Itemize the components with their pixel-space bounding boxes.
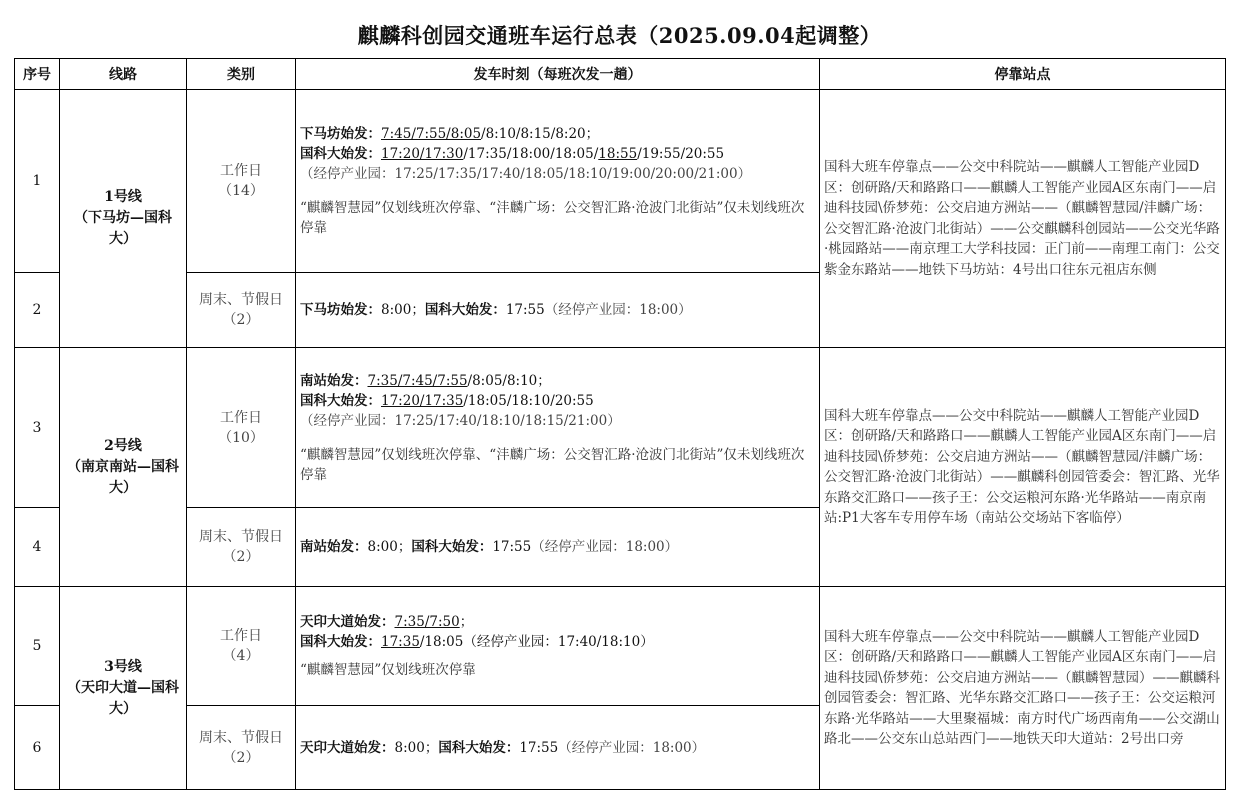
origin-label: 国科大始发： [411,539,493,555]
line-route: （天印大道—国科大） [67,679,179,717]
times: 8:00； [367,539,412,555]
line-name-cell [60,348,187,587]
page-title: 麒麟科创园交通班车运行总表（2025.09.04起调整） [357,23,882,48]
row-number: 5 [15,587,60,706]
origin-label: 国科大始发： [300,392,381,409]
header-no: 序号 [15,59,60,90]
category-cell [187,587,296,706]
departure-times-cell [296,587,820,706]
marked-times: 7:35/7:45/7:55 [367,372,468,389]
origin-label: 国科大始发： [424,302,506,318]
times: /19:55/20:55 [637,146,725,162]
line-route: （南京南站—国科大） [67,458,179,496]
times: 17:55 [519,739,559,756]
via-park-times: （经停产业园：18:00） [544,302,692,318]
origin-label: 国科大始发： [438,739,520,756]
origin-label: 下马坊始发： [300,126,381,142]
via-park-times: （经停产业园：18:00） [531,539,679,555]
marked-times: 17:20/17:30 [381,146,464,162]
marked-times: 18:55 [598,146,638,162]
origin-label: 天印大道始发： [300,739,395,756]
header-stops: 停靠站点 [820,59,1226,90]
via-park-times: （经停产业园：17:25/17:35/17:40/18:05/18:10/19:00/20:00/21:00） [300,166,752,182]
line-name: 3号线 [104,658,142,675]
line-name: 1号线 [104,189,142,205]
times: /8:10/8:15/8:20； [481,126,600,142]
row-number: 1 [15,90,60,273]
trip-count: （2） [222,312,260,328]
row-number: 3 [15,348,60,508]
table-row [15,90,1226,273]
line-name-cell [60,587,187,790]
origin-label: 国科大始发： [300,146,381,162]
stops-cell: 国科大班车停靠点——公交中科院站——麒麟人工智能产业园D区：创研路/天和路路口——麒麟人工智能产业园A区东南门——启迪科技园\侨梦苑：公交启迪方洲站——（麒麟智慧园/沣麟广场：公交智汇路·沧波门北街站）——麒麟科创园管委会：智汇路、光华东路交汇路口——孩子王：公交运粮河东路·光华路站——南京南站:P1大客车专用停车场（南站公交场站下客临停） [820,348,1226,587]
shuttle-schedule-table [14,58,1226,790]
category-label: 工作日 [220,409,262,426]
trip-count: （4） [222,648,260,664]
times: /18:05/18:10/20:55 [463,392,594,409]
header-line: 线路 [60,59,187,90]
category-cell [187,706,296,790]
stops-cell: 国科大班车停靠点——公交中科院站——麒麟人工智能产业园D区：创研路/天和路路口——麒麟人工智能产业园A区东南门——启迪科技园\侨梦苑：公交启迪方洲站——（麒麟智慧园/沣麟广场：公交智汇路·沧波门北街站）——公交麒麟科创园站——公交光华路·桃园路站——南京理工大学科技园：正门前——南理工南门：公交紫金东路站——地铁下马坊站：4号出口往东元祖店东侧 [820,90,1226,348]
via-park-times: （经停产业园：18:00） [558,739,706,756]
stop-note: “麒麟智慧园”仅划线班次停靠 [300,662,476,678]
marked-times: 7:45/7:55/8:05 [381,126,482,142]
row-number: 2 [15,273,60,348]
trip-count: （10） [218,429,264,446]
origin-label: 南站始发： [300,372,368,389]
times: 8:00； [394,739,439,756]
times: /18:05（经停产业园：17:40/18:10） [419,634,654,650]
departure-times-cell [296,273,820,348]
departure-times-cell [296,508,820,587]
origin-label: 天印大道始发： [300,614,395,630]
row-number: 4 [15,508,60,587]
header-row [15,59,1226,90]
category-cell [187,508,296,587]
trip-count: （2） [222,749,260,766]
category-label: 工作日 [220,163,262,179]
times: /8:05/8:10； [467,372,551,389]
times: 17:55 [505,302,545,318]
line-name: 2号线 [104,437,142,454]
trip-count: （2） [222,549,260,565]
category-label: 周末、节假日 [199,292,283,308]
category-label: 周末、节假日 [199,529,283,545]
category-cell [187,90,296,273]
header-departure-times: 发车时刻（每班次发一趟） [296,59,820,90]
marked-times: 7:35/7:50 [394,614,460,630]
marked-times: 17:35 [381,634,420,650]
row-number: 6 [15,706,60,790]
times: ； [459,614,474,630]
category-label: 工作日 [220,628,262,644]
category-cell [187,273,296,348]
times: 8:00； [381,302,425,318]
times: /17:35/18:00/18:05/ [463,146,599,162]
departure-times-cell [296,90,820,273]
origin-label: 南站始发： [300,539,368,555]
times: 17:55 [492,539,532,555]
line-name-cell [60,90,187,348]
departure-times-cell [296,348,820,508]
via-park-times: （经停产业园：17:25/17:40/18:10/18:15/21:00） [300,412,621,429]
departure-times-cell [296,706,820,790]
marked-times: 17:20/17:35 [381,392,464,409]
origin-label: 下马坊始发： [300,302,381,318]
header-category: 类别 [187,59,296,90]
trip-count: （14） [218,183,264,199]
stop-note: “麒麟智慧园”仅划线班次停靠、“沣麟广场：公交智汇路·沧波门北街站”仅未划线班次停靠 [300,446,805,483]
table-row [15,348,1226,508]
category-label: 周末、节假日 [199,729,283,746]
stop-note: “麒麟智慧园”仅划线班次停靠、“沣麟广场：公交智汇路·沧波门北街站”仅未划线班次停靠 [300,200,805,236]
category-cell [187,348,296,508]
line-route: （下马坊—国科大） [74,210,172,247]
stops-cell: 国科大班车停靠点——公交中科院站——麒麟人工智能产业园D区：创研路/天和路路口——麒麟人工智能产业园A区东南门——启迪科技园\侨梦苑：公交启迪方洲站——（麒麟智慧园）——麒麟科创园管委会：智汇路、光华东路交汇路口——孩子王：公交运粮河东路·光华路站——大里聚福城：南方时代广场西南角——公交湖山路北——公交东山总站西门——地铁天印大道站：2号出口旁 [820,587,1226,790]
origin-label: 国科大始发： [300,634,381,650]
table-row [15,587,1226,706]
